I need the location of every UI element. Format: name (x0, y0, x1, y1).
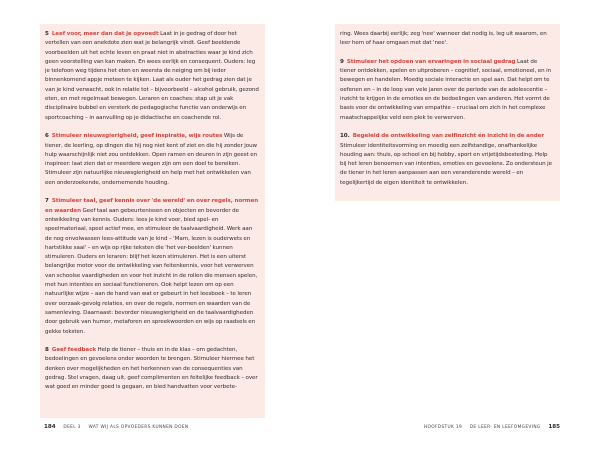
tip-body: Stimuleer identiteitsvorming en moedig een zelfstandige, onafhankelijke houding aan: thuis, op school en bij hobby, sport en vrijetijdsbesteding. Help bij het leren benoemen van intenties, emoties en gevoelens. Zo ondersteun je de tiener in het leren aanpassen aan een veranderende wereld – en tegelijkertijd de eigen identiteit te ontwikkelen. (340, 142, 552, 186)
tip-heading: Begeleid de ontwikkeling van zelfinzicht én inzicht in de ander (352, 133, 545, 140)
tip-body: Geef taal aan gebeurtenissen en objecten en bevorder de ontwikkeling van kennis. Ouders: lees je kind voor, bied spel- en speelmateriaal, speel actief mee, en stimuleer de taalvaardigheid. Werk aan de nog onvolwassen lees-attitude van je kind – 'Mam, lezen is ouderwets en hartstikke saai' – en wijs op rijke teksten die 'het ver-beelden' kunnen stimuleren. Ouders en leraren: blijf het lezen stimuleren. Het is een uiterst belangrijke motor voor de ontwikkeling van feitenkennis, voor het verwerven van schoolse vaardigheden en voor het inzicht in de rollen die mensen spelen, met hun intenties en sociaal functioneren. Ook helpt lezen om op een natuurlijke wijze – aan de hand van wat er gebeurt in het leesboek – te leren over oorzaak-gevolg relaties, en over de regels, normen en waarden van de samenleving. Daarnaast: bevorder nieuwsgierigheid en de taalvaardigheden door gebruik van humor, metaforen en spreekwoorden en wijs op raadsels en gekke teksten. (45, 207, 258, 335)
tip-heading: Stimuleer nieuwsgierigheid, geef inspiratie, wijs routes (51, 133, 223, 140)
tips-box-left (40, 24, 265, 418)
tip-heading: Geef feedback (51, 347, 96, 354)
page-number: 185 (548, 424, 560, 430)
tip-body: Wijs de tiener, de leerling, op dingen die hij nog niet kent of ziet en die hij zonder jouw hulp waarschijnlijk niet zou ontdekken. Open ramen en deuren in zijn geest en inspireer: laat zien dat er meerdere wegen zijn om een doel te bereiken. Stimuleer zijn natuurlijke nieuwsgierigheid en help met het ontwikkelen van een onderzoekende, ondernemende houding. (45, 133, 258, 186)
right-page (300, 0, 600, 460)
tip-body: Laat de tiener ontdekken, spelen en uitproberen – cognitief, sociaal, emotioneel, en in bewegen en handelen. Moedig sociale interactie en spel aan. Dat helpt om te oefenen en – in de loop van vele jaren over de periode van de adolescentie – inzicht te krijgen in de emoties en de bedoelingen van anderen. Het vormt de basis voor de ontwikkeling van empathie – cruciaal om zich in het complexe maatschappelijke veld een plek te verwerven. (340, 58, 552, 121)
tip-item-7 (45, 197, 259, 336)
page-number: 184 (44, 424, 56, 430)
tip-number: 8 (45, 347, 49, 354)
tip-item-8 (45, 346, 259, 392)
tip-heading: Stimuleer het opdoen van ervaringen in sociaal gedrag (346, 58, 516, 65)
tip-heading: Stimuleer taal, geef kennis over 'de wereld' en over regels, normen en waarden (45, 198, 259, 214)
tip-number: 5 (45, 31, 49, 37)
tip-number: 7 (45, 198, 49, 205)
tip-body: Laat in je gedrag of door het vertellen van een anekdote zien wat je belangrijk vindt. Geef beeldende voorbeelden uit het echte leven en praat niet in abstracties waar je kind zich geen voorstelling van kan maken. En wees eerlijk en consequent. Ouders: leg je telefoon weg tijdens het eten en weersta de neiging om bij ieder binnenkomend appje meteen te kijken. Laat als ouder het gedrag zien dat je van je kind verwacht, ook in relatie tot – bijvoorbeeld – alcohol gebruik, gezond eten, en met regelmaat bewegen. Leraren en coaches: stap uit je vak disciplinaire bubbel en versterk de pedagogische functie van onderwijs en sportcoaching – in aanvulling op je didactische en coachende rol. (45, 31, 259, 121)
part-label: DEEL 3 (63, 425, 81, 430)
tip-body: Help de tiener – thuis en in de klas – om gedachten, bedoelingen en gevoelens onder woorden te brengen. Stimuleer hiermee het denken over mogelijkheden en het herkennen van de consequenties van gedrag. Stel vragen, daag uit, geef complimenten en feitelijke feedback – over wat goed en minder goed is gegaan, en bied handvatten voor verbete- (45, 347, 258, 391)
tip-heading: Leef voor, meer dan dat je opvoedt (51, 31, 159, 37)
part-title: WAT WIJ ALS OPVOEDERS KUNNEN DOEN (88, 425, 189, 430)
chapter-title: DE LEER- EN LEEFOMGEVING (469, 425, 541, 430)
page-footer-left (44, 424, 188, 430)
chapter-label: HOOFDSTUK 19 (423, 425, 463, 430)
tip-item-9 (340, 58, 554, 123)
tip-item-6 (45, 132, 259, 188)
tip-item-10 (340, 132, 554, 188)
tip-number: 6 (45, 133, 49, 140)
tips-box-right (335, 24, 560, 201)
continuation-text: ring. Wees daarbij eerlijk; zeg 'nee' wanneer dat nodig is, leg uit waarom, en leer hem of haar omgaan met dat 'nee'. (340, 31, 547, 47)
tip-number: 10. (340, 133, 350, 140)
tip-number: 9 (340, 58, 344, 65)
page-footer-right (424, 424, 560, 430)
tip-item-5 (45, 30, 259, 123)
